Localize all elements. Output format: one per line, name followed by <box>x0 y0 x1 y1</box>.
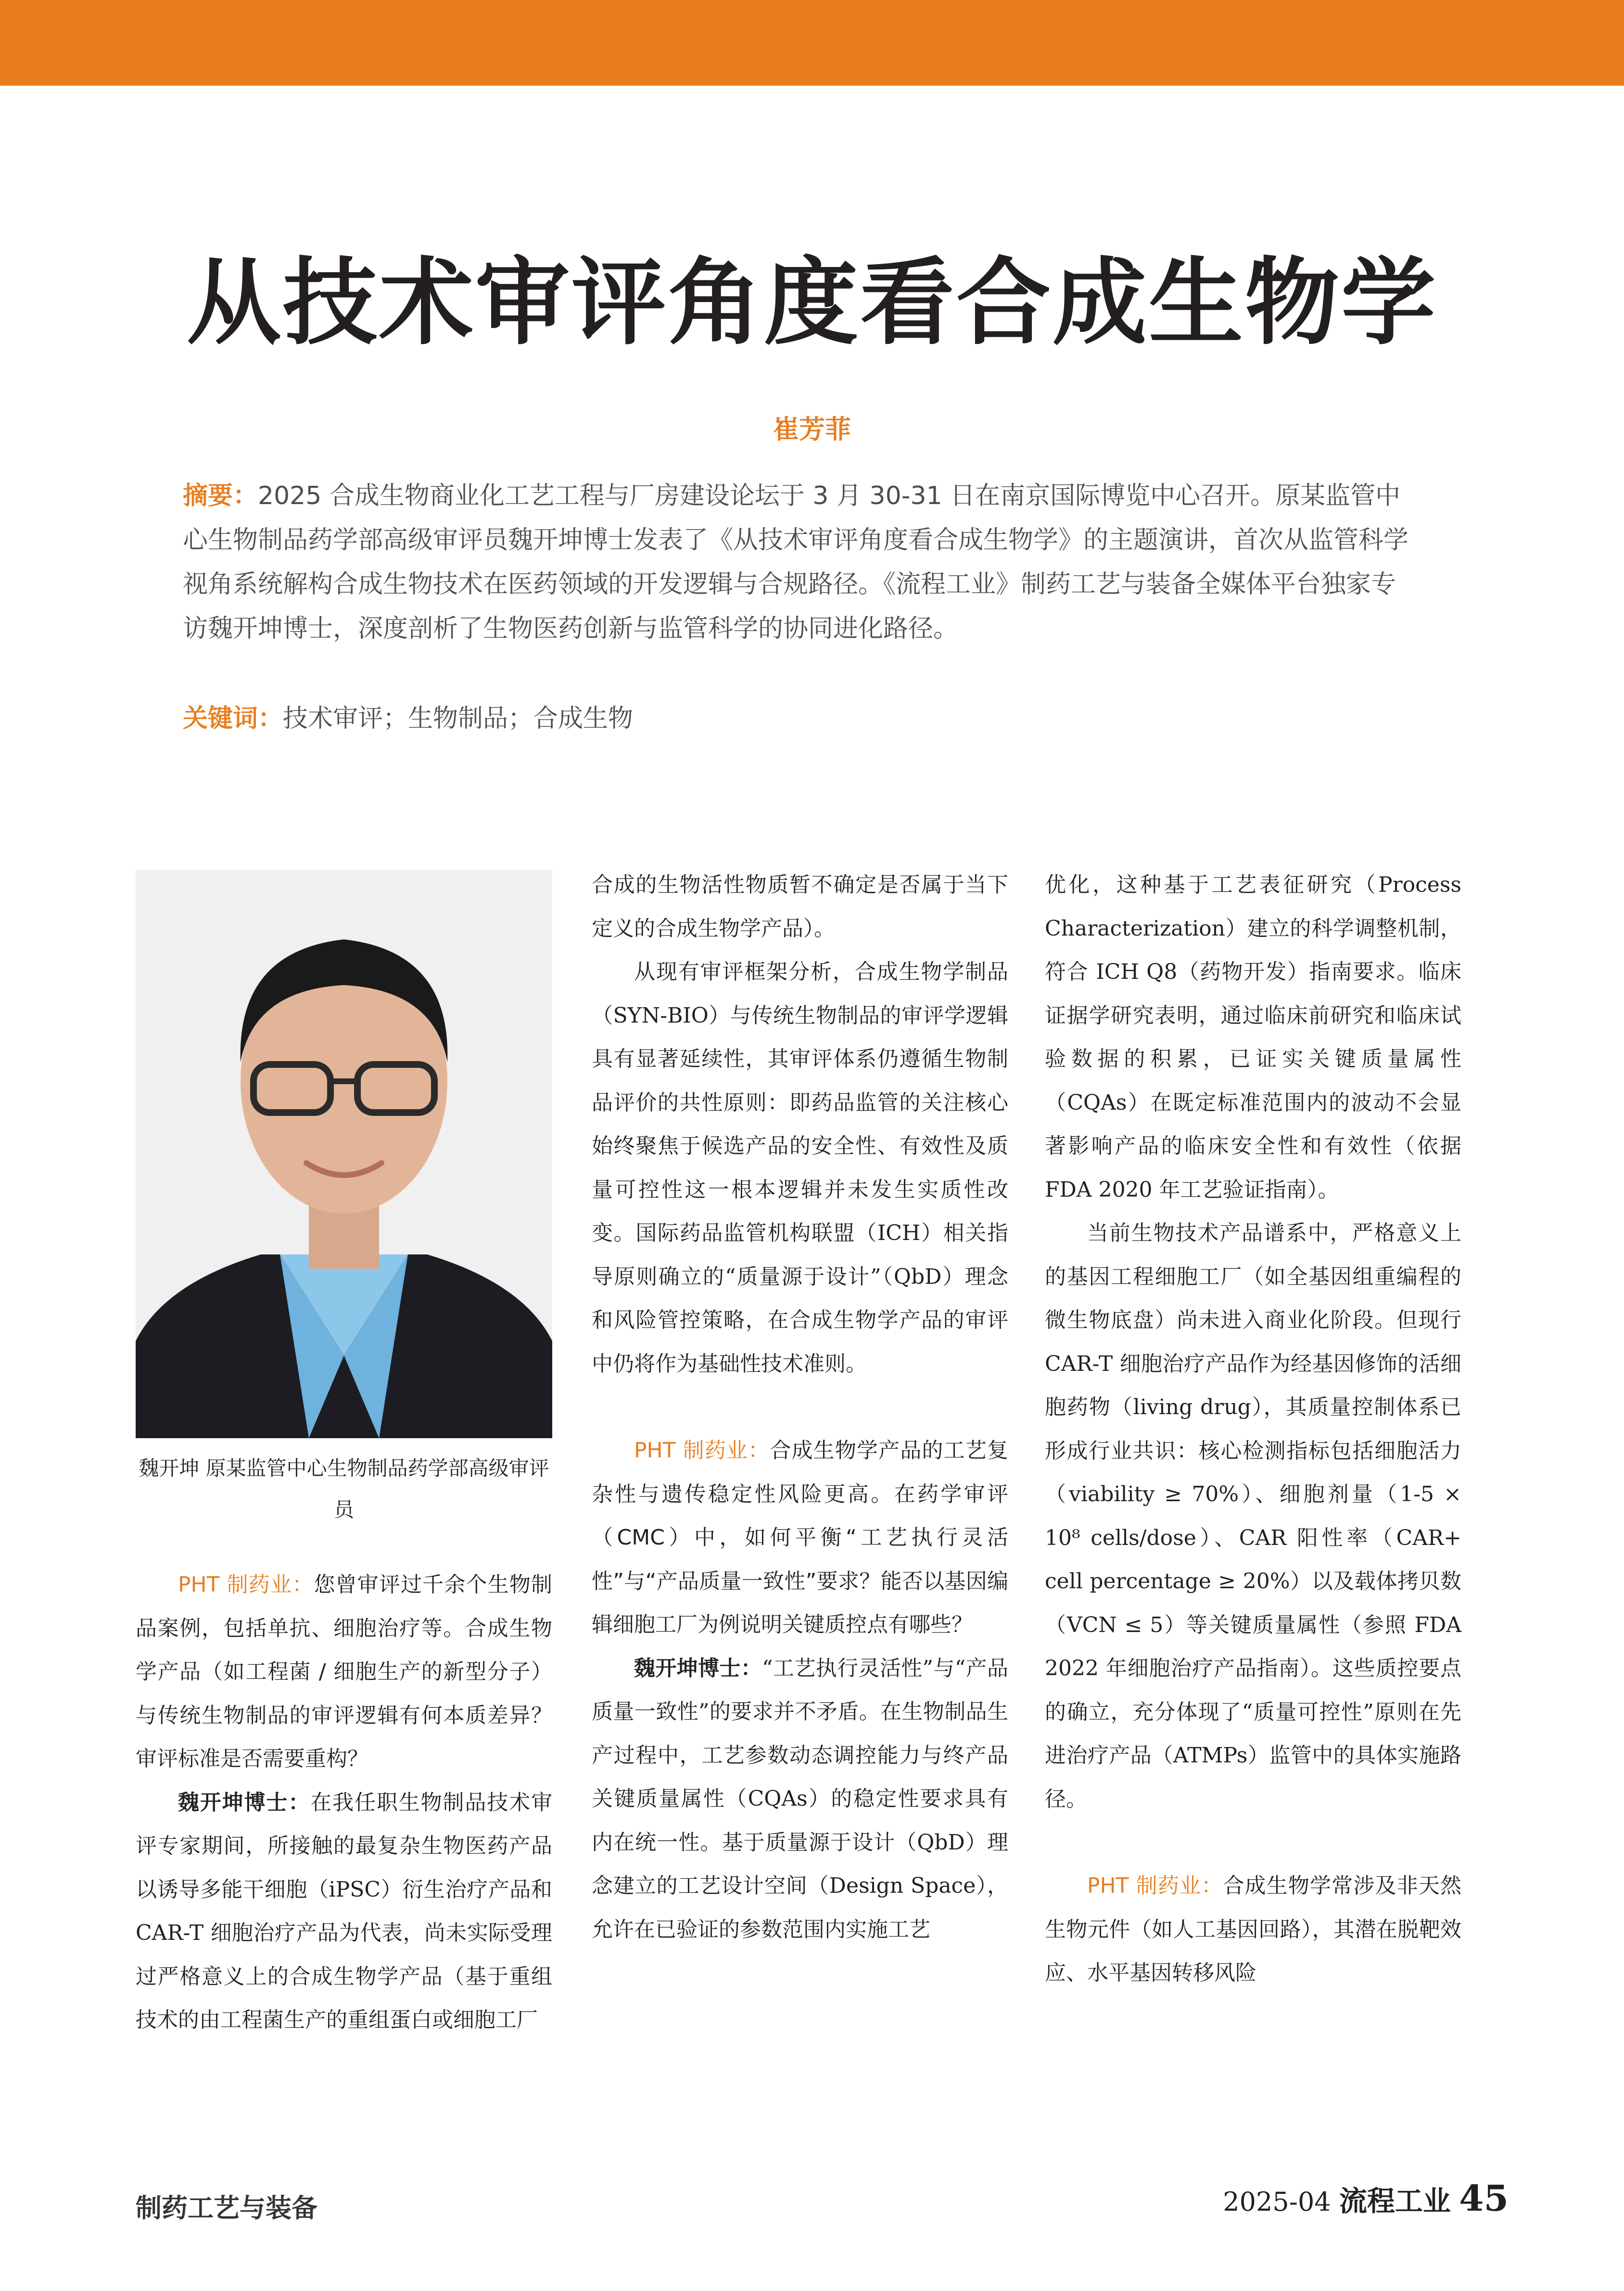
abstract-label: 摘要： <box>183 481 258 510</box>
question-1 <box>136 1563 552 1781</box>
top-accent-bar <box>0 0 1624 86</box>
page-number: 45 <box>1459 2178 1509 2219</box>
keywords-text: 技术审评；生物制品；合成生物 <box>283 704 634 733</box>
answer-1 <box>136 1781 552 2042</box>
keywords-label: 关键词： <box>183 704 283 733</box>
article-author: 崔芳菲 <box>773 414 851 444</box>
column-1 <box>136 1563 552 2042</box>
keywords <box>183 696 1414 741</box>
answer-2 <box>592 1647 1008 1952</box>
answer-1-text: 在我任职生物制品技术审评专家期间，所接触的最复杂生物医药产品以诱导多能干细胞（iPSC）衍生治疗产品和 CAR-T 细胞治疗产品为代表，尚未实际受理过严格意义上的合成生物学产品（基于重组技术的由工程菌生产的重组蛋白或细胞工厂 <box>136 1790 552 2032</box>
footer-issue: 2025-04 <box>1223 2187 1331 2217</box>
question-2 <box>592 1429 1008 1647</box>
portrait-photo <box>136 870 552 1438</box>
abstract <box>183 474 1414 651</box>
abstract-text: 2025 合成生物商业化工艺工程与厂房建设论坛于 3 月 30-31 日在南京国际博览中心召开。原某监管中心生物制品药学部高级审评员魏开坤博士发表了《从技术审评角度看合成生物学》的主题演讲，首次从监管科学视角系统解构合成生物技术在医药领域的开发逻辑与合规路径。《流程工业》制药工艺与装备全媒体平台独家专访魏开坤博士，深度剖析了生物医药创新与监管科学的协同进化路径。 <box>183 481 1409 643</box>
paragraph: 从现有审评框架分析，合成生物学制品（SYN-BIO）与传统生物制品的审评学逻辑具有显著延续性，其审评体系仍遵循生物制品评价的共性原则：即药品监管的关注核心始终聚焦于候选产品的安全性、有效性及质量可控性这一根本逻辑并未发生实质性改变。国际药品监管机构联盟（ICH）相关指导原则确立的“质量源于设计”（QbD）理念和风险管控策略，在合成生物学产品的审评中仍将作为基础性技术准则。 <box>592 960 1008 1376</box>
question-1-text: 您曾审评过千余个生物制品案例，包括单抗、细胞治疗等。合成生物学产品（如工程菌 / 细胞生产的新型分子）与传统生物制品的审评逻辑有何本质差异？审评标准是否需要重构？ <box>136 1572 553 1771</box>
photo-caption: 魏开坤 原某监管中心生物制品药学部高级审评员 <box>139 1456 549 1521</box>
footer-section: 制药工艺与装备 <box>136 2192 317 2223</box>
column-2 <box>592 863 1008 1951</box>
article-title: 从技术审评角度看合成生物学 <box>186 248 1437 358</box>
answer-2-text: “工艺执行灵活性”与“产品质量一致性”的要求并不矛盾。在生物制品生产过程中，工艺参数动态调控能力与终产品关键质量属性（CQAs）的稳定性要求具有内在统一性。基于质量源于设计（QbD）理念建立的工艺设计空间（Design Space），允许在已验证的参数范围内实施工艺 <box>592 1656 1008 1942</box>
question-3 <box>1045 1864 1461 1995</box>
footer-magazine: 流程工业 <box>1339 2185 1451 2217</box>
paragraph-continued: 合成的生物活性物质暂不确定是否属于当下定义的合成生物学产品）。 <box>592 873 1008 941</box>
answer-1-label: 魏开坤博士： <box>178 1790 311 1815</box>
question-2-label: PHT 制药业： <box>634 1438 770 1463</box>
paragraph-continued: 优化，这种基于工艺表征研究（Process Characterization）建立的科学调整机制，符合 ICH Q8（药物开发）指南要求。临床证据学研究表明，通过临床前研究和临床试验数据的积累，已证实关键质量属性（CQAs）在既定标准范围内的波动不会显著影响产品的临床安全性和有效性（依据 FDA 2020 年工艺验证指南）。 <box>1045 873 1461 1202</box>
portrait-illustration <box>136 870 552 1438</box>
column-3 <box>1045 863 1461 1995</box>
question-1-label: PHT 制药业： <box>178 1572 314 1597</box>
question-3-label: PHT 制药业： <box>1087 1873 1223 1898</box>
answer-2-label: 魏开坤博士： <box>634 1656 762 1681</box>
paragraph: 当前生物技术产品谱系中，严格意义上的基因工程细胞工厂（如全基因组重编程的微生物底盘）尚未进入商业化阶段。但现行 CAR-T 细胞治疗产品作为经基因修饰的活细胞药物（living drug），其质量控制体系已形成行业共识：核心检测指标包括细胞活力（viability ≥ 70%）、细胞剂量（1-5 × 10⁸ cells/dose）、CAR 阳性率（CAR+ cell percentage ≥ 20%）以及载体拷贝数（VCN ≤ 5）等关键质量属性（参照 FDA 2022 年细胞治疗产品指南）。这些质控要点的确立，充分体现了“质量可控性”原则在先进治疗产品（ATMPs）监管中的具体实施路径。 <box>1045 1221 1461 1811</box>
footer-issue-info <box>1223 2178 1509 2219</box>
question-3-text: 合成生物学常涉及非天然生物元件（如人工基因回路），其潜在脱靶效应、水平基因转移风险 <box>1045 1873 1462 1985</box>
question-2-text: 合成生物学产品的工艺复杂性与遗传稳定性风险更高。在药学审评（CMC）中，如何平衡“工艺执行灵活性”与“产品质量一致性”要求？能否以基因编辑细胞工厂为例说明关键质控点有哪些？ <box>592 1438 1009 1637</box>
